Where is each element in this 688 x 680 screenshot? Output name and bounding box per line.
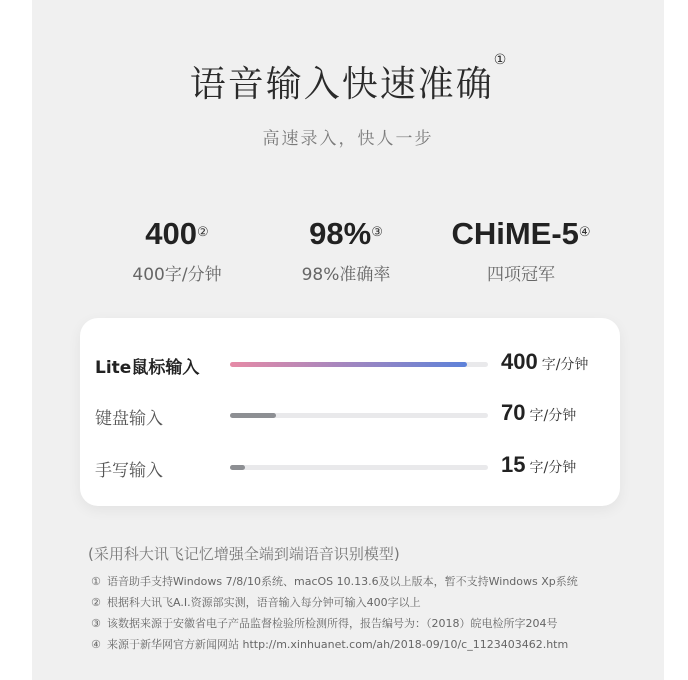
footnote-mark: ④ xyxy=(91,638,101,651)
stat-speed-footnote-mark: ② xyxy=(197,224,209,239)
footnote-mark: ① xyxy=(91,575,101,588)
footnotes xyxy=(91,574,578,658)
comparison-bar-fill xyxy=(230,362,467,367)
comparison-value-number: 15 xyxy=(501,452,526,477)
comparison-label: Lite鼠标输入 xyxy=(95,358,200,378)
stat-accuracy-value: 98% xyxy=(309,216,372,251)
stat-awards-footnote-mark: ④ xyxy=(578,224,591,239)
comparison-value-number: 70 xyxy=(501,400,526,425)
comparison-label: 手写输入 xyxy=(95,461,163,481)
speed-comparison-card xyxy=(80,318,620,506)
stat-speed xyxy=(87,214,267,285)
footnote-mark: ③ xyxy=(91,617,101,630)
comparison-row-handwriting xyxy=(80,452,620,482)
footnote-item xyxy=(91,595,578,616)
comparison-bar-fill xyxy=(230,413,276,418)
footnote-text: 语音助手支持Windows 7/8/10系统、macOS 10.13.6及以上版本，暂不支持Windows Xp系统 xyxy=(107,575,578,588)
comparison-value xyxy=(501,349,588,375)
comparison-bar-track xyxy=(230,413,488,418)
comparison-value-unit: 字/分钟 xyxy=(529,408,577,424)
footnote-text: 根据科大讯飞A.I.资源部实测，语音输入每分钟可输入400字以上 xyxy=(107,596,421,609)
stat-speed-value: 400 xyxy=(145,216,198,251)
stat-awards xyxy=(431,214,611,285)
footnote-item xyxy=(91,637,578,658)
comparison-value-unit: 字/分钟 xyxy=(541,357,589,373)
title-text: 语音输入快速准确 xyxy=(189,64,494,105)
comparison-row-lite-mouse xyxy=(80,349,620,379)
footnote-item xyxy=(91,574,578,595)
comparison-label: 键盘输入 xyxy=(95,409,163,429)
stat-awards-label: 四项冠军 xyxy=(487,265,555,285)
comparison-bar-track xyxy=(230,362,488,367)
comparison-value-number: 400 xyxy=(501,349,538,374)
stat-accuracy-footnote-mark: ③ xyxy=(371,224,383,239)
model-source-note: (采用科大讯飞记忆增强全端到端语音识别模型) xyxy=(88,545,400,563)
stat-accuracy xyxy=(256,214,436,285)
comparison-row-keyboard xyxy=(80,400,620,430)
stat-awards-value: CHiME-5 xyxy=(451,216,579,251)
comparison-value xyxy=(501,400,576,426)
title-footnote-mark: ① xyxy=(493,52,507,68)
stat-accuracy-label: 98%准确率 xyxy=(301,265,391,285)
footnote-item xyxy=(91,616,578,637)
comparison-bar-fill xyxy=(230,465,245,470)
comparison-bar-track xyxy=(230,465,488,470)
comparison-value-unit: 字/分钟 xyxy=(529,460,577,476)
stat-speed-label: 400字/分钟 xyxy=(132,265,222,285)
comparison-value xyxy=(501,452,576,478)
footnote-text: 来源于新华网官方新闻网站 http://m.xinhuanet.com/ah/2018-09/10/c_1123403462.htm xyxy=(107,638,569,651)
page-title xyxy=(32,52,664,107)
page-subtitle: 高速录入，快人一步 xyxy=(262,129,434,149)
footnote-mark: ② xyxy=(91,596,101,609)
footnote-text: 该数据来源于安徽省电子产品监督检验所检测所得，报告编号为：（2018）皖电检所字204号 xyxy=(107,617,558,630)
